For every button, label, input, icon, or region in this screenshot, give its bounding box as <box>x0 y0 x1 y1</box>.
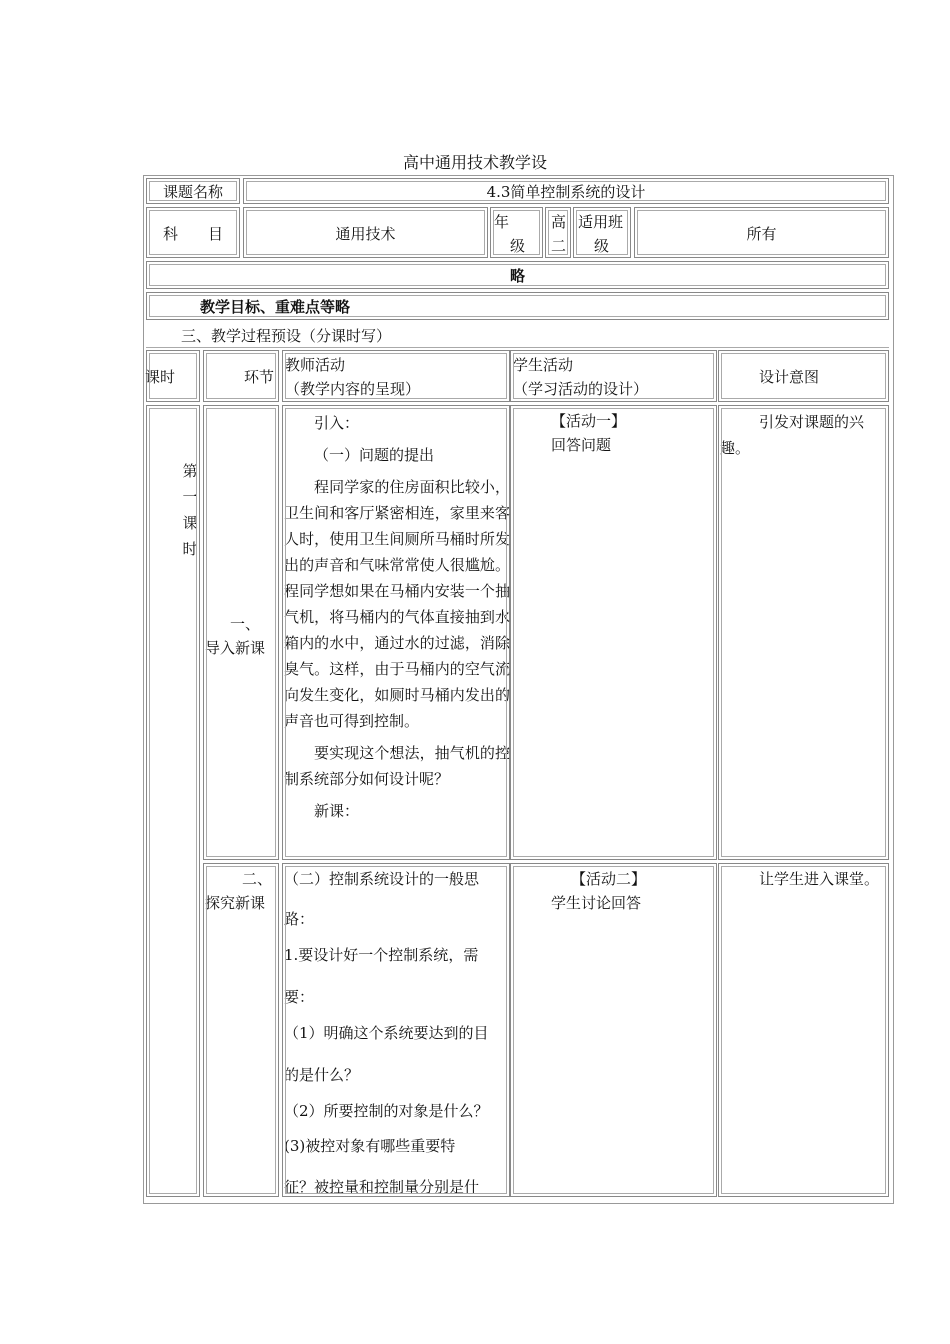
stage2-line-4: 要： <box>284 988 315 1006</box>
stage2-section-2: 探究新课 <box>205 894 266 912</box>
subject-value-cell <box>243 207 488 258</box>
topic-value-cell <box>243 178 889 204</box>
period-char-3: 课 <box>182 514 198 532</box>
header-intent-cell <box>718 350 889 402</box>
stage1-paragraph-1: 程同学家的住房面积比较小，卫生间和客厅紧密相连，家里来客人时，使用卫生间厕所马桶时所发出的声音和气味常常使人很尴尬。程同学想如果在马桶内安装一个抽气机，将马桶内的气体直接抽到水箱内的水中，通过水的过滤，消除臭气。这样，由于马桶内的空气流向发生变化，如厕时马桶内发出的声音也可得到控制。 <box>284 478 510 730</box>
stage2-section-cell <box>203 863 279 1197</box>
period-char-2: 一 <box>182 488 198 506</box>
header-student-1: 学生活动 <box>513 356 574 374</box>
period-char-1: 第 <box>182 462 198 480</box>
header-student-2: （学习活动的设计） <box>513 380 649 398</box>
stage1-section-2: 导入新课 <box>205 639 266 657</box>
stage2-line-3: 1.要设计好一个控制系统，需 <box>284 946 479 964</box>
header-section-cell <box>203 350 279 402</box>
stage2-line-8: (3)被控对象有哪些重要特 <box>284 1137 456 1155</box>
stage1-teacher-cell <box>282 405 510 860</box>
stage2-intent-cell <box>718 863 889 1197</box>
class-label-2: 级 <box>594 237 610 255</box>
stage2-teacher-cell <box>282 863 510 1197</box>
stage2-line-9: 征？被控量和控制量分别是什 <box>284 1178 480 1196</box>
objectives-text: 教学目标、重难点等略 <box>200 298 351 316</box>
stage1-intro: 引入： <box>314 414 360 432</box>
stage1-student-cell <box>510 405 717 860</box>
stage2-intent: 让学生进入课堂。 <box>759 870 880 888</box>
grade-label-1: 年 <box>494 213 510 231</box>
stage2-line-1: （二）控制系统设计的一般思 <box>284 870 480 888</box>
header-teacher-1: 教师活动 <box>285 356 346 374</box>
grade-label-cell <box>490 207 543 258</box>
document-title: 高中通用技术教学设 <box>402 153 547 172</box>
stage1-new-lesson: 新课： <box>314 802 360 820</box>
stage1-student-1: 【活动一】 <box>551 412 627 430</box>
grade-value-cell <box>545 207 571 258</box>
stage2-line-6: 的是什么？ <box>284 1066 360 1084</box>
header-teacher-cell <box>282 350 510 402</box>
stage1-section-1: 一、 <box>230 615 261 633</box>
header-period-cell <box>146 350 200 402</box>
process-heading: 三、教学过程预设（分课时写） <box>181 327 392 345</box>
subject-label-cell <box>146 207 240 258</box>
stage1-subheading: （一）问题的提出 <box>314 446 435 464</box>
stage1-intent: 引发对课题的兴趣。 <box>720 413 865 457</box>
grade-label-2: 级 <box>510 237 526 255</box>
class-value: 所有 <box>746 225 777 243</box>
stage2-student-1: 【活动二】 <box>571 870 647 888</box>
header-period: 课时 <box>145 368 176 386</box>
subject-label: 科 目 <box>162 225 223 243</box>
objectives-row <box>146 292 889 320</box>
stage2-line-5: （1）明确这个系统要达到的目 <box>284 1024 489 1042</box>
header-student-cell <box>510 350 717 402</box>
grade-value-2: 二 <box>551 237 567 255</box>
divider <box>146 347 889 348</box>
topic-label-cell <box>146 178 240 204</box>
stage1-student-2: 回答问题 <box>551 436 612 454</box>
class-label-cell <box>573 207 631 258</box>
header-section: 环节 <box>243 368 274 386</box>
topic-label: 课题名称 <box>162 183 223 201</box>
grade-value-1: 高 <box>551 213 567 231</box>
period-cell <box>146 405 200 1197</box>
header-intent: 设计意图 <box>759 368 820 386</box>
subject-value: 通用技术 <box>335 225 396 243</box>
stage2-student-cell <box>510 863 717 1197</box>
stage1-section-cell <box>203 405 279 860</box>
header-teacher-2: （教学内容的呈现） <box>285 380 421 398</box>
topic-value: 4.3简单控制系统的设计 <box>486 183 646 201</box>
stage2-section-1: 二、 <box>242 870 273 888</box>
omitted-row <box>146 261 889 289</box>
class-label-1: 适用班 <box>578 213 624 231</box>
stage1-teacher-content <box>284 410 510 824</box>
omitted-text: 略 <box>509 267 525 285</box>
stage2-student-2: 学生讨论回答 <box>551 894 642 912</box>
stage2-line-2: 路： <box>284 910 315 928</box>
stage1-intent-cell <box>718 405 889 860</box>
class-value-cell <box>634 207 889 258</box>
period-char-4: 时 <box>182 540 198 558</box>
stage1-paragraph-2: 要实现这个想法，抽气机的控制系统部分如何设计呢？ <box>284 744 510 788</box>
stage2-line-7: （2）所要控制的对象是什么？ <box>284 1102 489 1120</box>
